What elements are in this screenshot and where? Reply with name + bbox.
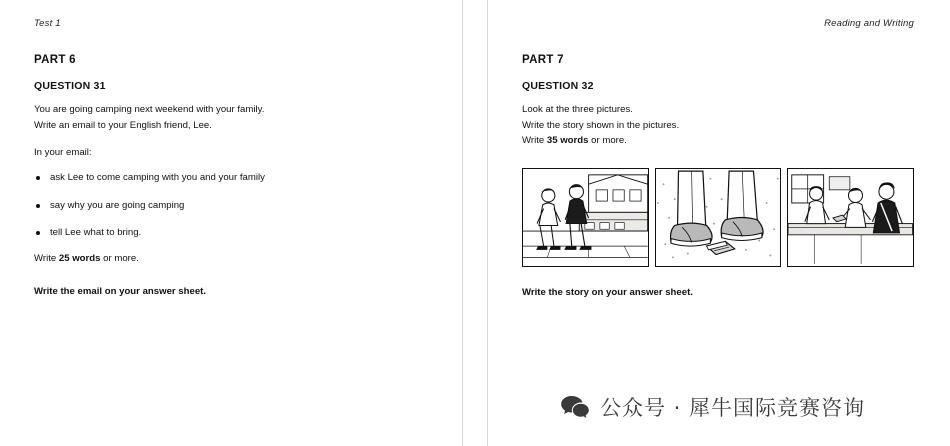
story-picture-strip [522,168,914,267]
lead-in-left: In your email: [34,147,92,159]
word-count-prefix-right: Write [522,135,547,147]
word-count-value-left: 25 words [58,253,101,265]
list-item: say why you are going camping [34,199,428,212]
running-head-left: Test 1 [34,18,61,29]
left-page [0,0,462,446]
question-title-right: QUESTION 32 [522,80,594,92]
prompt-line-1-left: You are going camping next weekend with your family. [34,104,265,115]
word-count-line-left [34,253,428,264]
prompt-line-1-right: Look at the three pictures. [522,104,633,115]
final-instruction-right: Write the story on your answer sheet. [522,286,693,298]
prompt-line-2-right: Write the story shown in the pictures. [522,119,680,131]
running-head-right: Reading and Writing [824,18,914,29]
word-count-prefix-left: Write [34,253,59,265]
story-picture-1 [522,168,649,267]
word-count-value-right: 35 words [546,135,589,147]
watermark [560,392,865,422]
page-gutter [462,0,488,446]
question-title-left: QUESTION 31 [34,80,106,92]
part-title-right: PART 7 [522,54,564,66]
story-picture-2 [655,168,782,267]
final-instruction-left: Write the email on your answer sheet. [34,286,207,298]
wechat-icon [560,394,590,420]
story-picture-3 [787,168,914,267]
word-count-suffix-left: or more. [100,253,139,265]
watermark-text: 公众号 · 犀牛国际竞赛咨询 [600,396,866,420]
list-item: tell Lee what to bring. [34,226,428,239]
part-title-left: PART 6 [34,54,76,66]
word-count-line-right [522,134,914,148]
prompt-line-2-left: Write an email to your English friend, Lee. [34,119,212,131]
task-bullet-list [34,171,428,239]
list-item: ask Lee to come camping with you and your family [34,171,428,184]
word-count-suffix-right: or more. [588,135,627,147]
right-page [488,0,948,446]
